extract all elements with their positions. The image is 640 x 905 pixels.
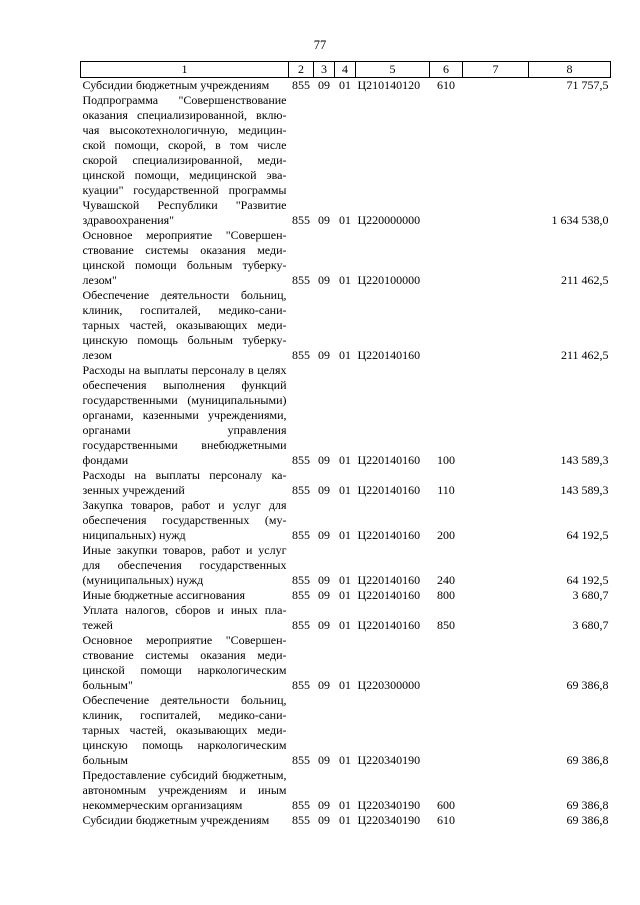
target-article-code: Ц220140160 [357,588,421,602]
target-article-code: Ц220340190 [357,753,421,767]
subsection-code: 01 [339,573,351,587]
amount-value: 71 757,5 [566,78,609,92]
column-header: 2 [289,62,314,78]
row-description: Закупка товаров, работ и услуг для обеспечения государственных (муниципальных) нужд [82,498,287,542]
column-header: 4 [335,62,356,78]
expense-type-code: 200 [437,528,455,542]
ministry-code: 855 [292,588,310,602]
row-description: Обеспечение деятельности больниц, клиник, госпиталей, медико-санитарных частей, оказывающих медицинскую помощь наркологическим больным [82,693,287,767]
row-description: Расходы на выплаты персоналу казенных учреждений [82,468,287,497]
table-row [81,93,611,228]
ministry-code: 855 [292,453,310,467]
table-row [81,588,611,603]
amount-value: 64 192,5 [566,528,609,542]
column-7-value [463,543,529,588]
section-code: 09 [318,813,330,827]
amount-value: 64 192,5 [566,573,609,587]
row-description: Основное мероприятие "Совершенствование системы оказания медицинской помощи наркологическим больным" [82,633,287,692]
ministry-code: 855 [292,618,310,632]
amount-value: 211 462,5 [560,348,609,362]
subsection-code: 01 [339,273,351,287]
section-code: 09 [318,78,330,92]
target-article-code: Ц220140160 [357,618,421,632]
table-body [81,78,611,829]
ministry-code: 855 [292,813,310,827]
section-code: 09 [318,798,330,812]
target-article-code: Ц220140160 [357,453,421,467]
table-row [81,288,611,363]
table-row [81,228,611,288]
table-row [81,78,611,94]
row-description: Предоставление субсидий бюджетным, автономным учреждениям и иным некоммерческим организациям [82,768,287,812]
row-description: Расходы на выплаты персоналу в целях обеспечения выполнения функций государственными (муниципальными) органами, казенными учреждениями, органами управления государственными внебюджетными фондами [82,363,287,467]
subsection-code: 01 [339,813,351,827]
column-7-value [463,813,529,828]
subsection-code: 01 [339,678,351,692]
section-code: 09 [318,483,330,497]
table-row [81,543,611,588]
row-description: Субсидии бюджетным учреждениям [82,78,270,92]
subsection-code: 01 [339,78,351,92]
ministry-code: 855 [292,78,310,92]
table-row [81,603,611,633]
ministry-code: 855 [292,348,310,362]
column-header: 3 [314,62,335,78]
row-description: Уплата налогов, сборов и иных платежей [82,603,287,632]
table-row [81,813,611,828]
amount-value: 3 680,7 [572,588,609,602]
target-article-code: Ц220340190 [357,798,421,812]
column-header: 1 [81,62,289,78]
target-article-code: Ц220140160 [357,528,421,542]
ministry-code: 855 [292,273,310,287]
column-header: 6 [430,62,463,78]
subsection-code: 01 [339,588,351,602]
column-header: 7 [463,62,529,78]
table-row [81,363,611,468]
row-description: Основное мероприятие "Совершенствование системы оказания медицинской помощи больным туберкулезом" [82,228,287,287]
target-article-code: Ц220140160 [357,483,421,497]
ministry-code: 855 [292,483,310,497]
section-code: 09 [318,588,330,602]
expense-type-code: 240 [437,573,455,587]
amount-value: 69 386,8 [566,753,609,767]
column-header: 5 [356,62,430,78]
ministry-code: 855 [292,213,310,227]
subsection-code: 01 [339,753,351,767]
ministry-code: 855 [292,798,310,812]
section-code: 09 [318,678,330,692]
target-article-code: Ц220140160 [357,348,421,362]
subsection-code: 01 [339,213,351,227]
section-code: 09 [318,618,330,632]
target-article-code: Ц220000000 [357,213,421,227]
subsection-code: 01 [339,348,351,362]
ministry-code: 855 [292,573,310,587]
ministry-code: 855 [292,753,310,767]
column-header: 8 [529,62,611,78]
amount-value: 69 386,8 [566,813,609,827]
expense-type-code: 600 [437,798,455,812]
column-7-value [463,468,529,498]
section-code: 09 [318,273,330,287]
column-7-value [463,633,529,693]
table-row [81,693,611,768]
target-article-code: Ц220100000 [357,273,421,287]
section-code: 09 [318,528,330,542]
section-code: 09 [318,213,330,227]
expense-type-code [430,93,463,228]
section-code: 09 [318,753,330,767]
target-article-code: Ц220300000 [357,678,421,692]
table-row [81,498,611,543]
row-description: Иные бюджетные ассигнования [82,588,245,602]
section-code: 09 [318,453,330,467]
target-article-code: Ц220340190 [357,813,421,827]
column-7-value [463,288,529,363]
amount-value: 3 680,7 [572,618,609,632]
column-7-value [463,768,529,813]
expense-type-code [430,693,463,768]
table-row [81,468,611,498]
expense-type-code [430,288,463,363]
expense-type-code [430,228,463,288]
amount-value: 1 634 538,0 [551,213,609,227]
expense-type-code: 800 [437,588,455,602]
expense-type-code: 100 [437,453,455,467]
expense-type-code: 850 [437,618,455,632]
subsection-code: 01 [339,483,351,497]
page-number: 77 [313,38,327,52]
subsection-code: 01 [339,798,351,812]
column-7-value [463,363,529,468]
ministry-code: 855 [292,528,310,542]
amount-value: 143 589,3 [560,453,609,467]
target-article-code: Ц210140120 [357,78,421,92]
column-7-value [463,693,529,768]
amount-value: 69 386,8 [566,798,609,812]
row-description: Обеспечение деятельности больниц, клиник, госпиталей, медико-санитарных частей, оказывающих медицинскую помощь больным туберкулезом [82,288,287,362]
section-code: 09 [318,573,330,587]
table-row [81,768,611,813]
amount-value: 143 589,3 [560,483,609,497]
subsection-code: 01 [339,453,351,467]
column-7-value [463,603,529,633]
column-7-value [463,93,529,228]
expense-type-code [430,633,463,693]
column-7-value [463,588,529,603]
subsection-code: 01 [339,618,351,632]
table-row [81,633,611,693]
expense-type-code: 110 [437,483,455,497]
column-7-value [463,228,529,288]
column-7-value [463,498,529,543]
row-description: Субсидии бюджетным учреждениям [82,813,270,827]
target-article-code: Ц220140160 [357,573,421,587]
amount-value: 69 386,8 [566,678,609,692]
expense-type-code: 610 [437,78,455,92]
amount-value: 211 462,5 [560,273,609,287]
row-description: Подпрограмма "Совершенствование оказания специализированной, включая высокотехнологичную, медицинской помощи, скорой, в том числе скорой специализированной, медицинской помощи, медицинской эвакуации" государственной программы Чувашской Республики "Развитие здравоохранения" [82,93,287,227]
column-7-value [463,78,529,94]
table-header-row [81,62,611,78]
section-code: 09 [318,348,330,362]
budget-table [80,61,611,828]
expense-type-code: 610 [437,813,455,827]
ministry-code: 855 [292,678,310,692]
subsection-code: 01 [339,528,351,542]
row-description: Иные закупки товаров, работ и услуг для обеспечения государственных (муниципальных) нужд [82,543,287,587]
